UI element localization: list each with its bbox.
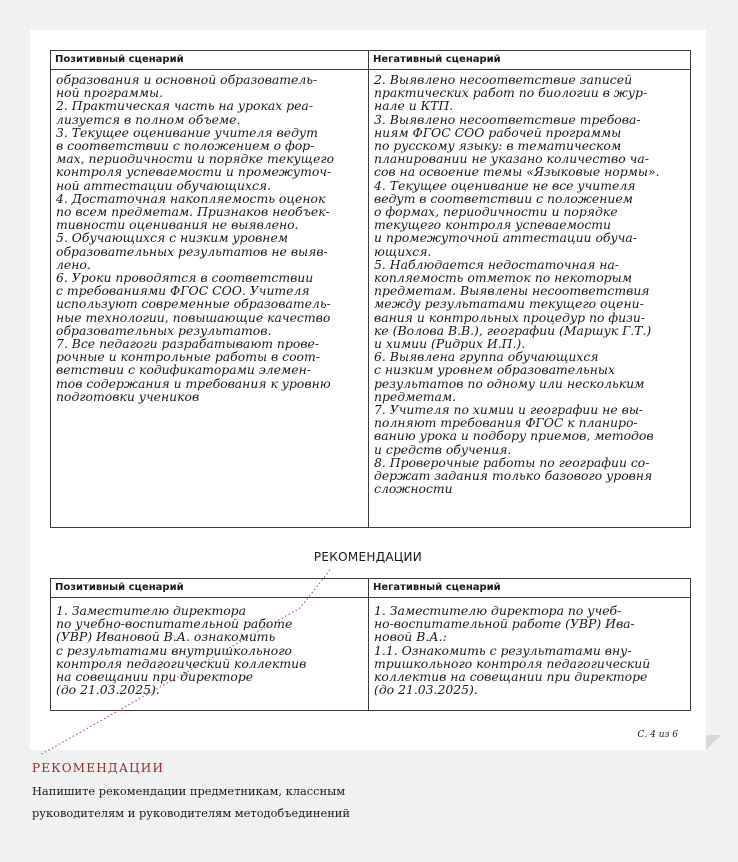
recommendations-heading: РЕКОМЕНДАЦИИ bbox=[313, 550, 423, 564]
negative-scenario-header: Негативный сценарий bbox=[369, 51, 691, 70]
page-number: С. 4 из 6 bbox=[637, 730, 678, 740]
negative-scenario-text: 2. Выявлено несоответствие записей практических работ по биологии в жур- нале и КТП. 3. Выявлено несоответствие требова- ниям ФГОС СОО рабочей программы по русскому языку: в тематическом планировании не указано количество ча- сов на освоение темы «Языковые нормы». 4. Текущее оценивание не все учителя ведут в соответствии с положением о формах, периодичности и порядке текущего контроля успеваемости и промежуточной аттестации обуча- ющихся. 5. Наблюдается недостаточная на- копляемость отметок по некоторым предметам. Выявлены несоответствия между результатами текущего оцени- вания и контрольных процедур по физи- ке (Волова В.В.), географии (Маршук Г.Т.) и химии (Ридрих И.П.). 6. Выявлена группа обучающихся с низким уровнем образовательных результатов по одному или нескольким предметам. 7. Учителя по химии и географии не вы- полняют требования ФГОС к планиро- ванию урока и подбору приемов, методов и средств обучения. 8. Проверочные работы по географии со- держат задания только базового уровня сложности bbox=[369, 70, 691, 528]
callout-text: Напишите рекомендации предметникам, классным руководителям и руководителям методобъединений bbox=[32, 784, 350, 820]
rec-positive-text: 1. Заместителю директора по учебно-воспитательной работе (УВР) Ивановой В.А. ознакомить с результатами внутришкольного контроля педагогический коллектив на совещании при директоре (до 21.03.2025). bbox=[51, 598, 369, 711]
rec-negative-text: 1. Заместителю директора по учеб- но-воспитательной работе (УВР) Ива- новой В.А.: 1.1. Ознакомить с результатами вну- тришкольного контроля педагогический коллектив на совещании при директоре (до 21.03.2025). bbox=[369, 598, 691, 711]
rec-negative-scenario-header: Негативный сценарий bbox=[369, 579, 691, 598]
rec-positive-scenario-header: Позитивный сценарий bbox=[51, 579, 369, 598]
callout-title: РЕКОМЕНДАЦИИ bbox=[32, 761, 165, 775]
positive-scenario-text: образования и основной образователь- ной программы. 2. Практическая часть на уроках реа- лизуется в полном объеме. 3. Текущее оценивание учителя ведут в соответствии с положением о фор- мах, периодичности и порядке текущего контроля успеваемости и промежуточ- ной аттестации обучающихся. 4. Достаточная накопляемость оценок по всем предметам. Признаков необъек- тивности оценивания не выявлено. 5. Обучающихся с низким уровнем образовательных результатов не выяв- лено. 6. Уроки проводятся в соответствии с требованиями ФГОС СОО. Учителя используют современные образователь- ные технологии, повышающие качество образовательных результатов. 7. Все педагоги разрабатывают прове- рочные и контрольные работы в соот- ветствии с кодификаторами элемен- тов содержания и требования к уровню подготовки учеников bbox=[51, 70, 369, 528]
positive-scenario-header: Позитивный сценарий bbox=[51, 51, 369, 70]
